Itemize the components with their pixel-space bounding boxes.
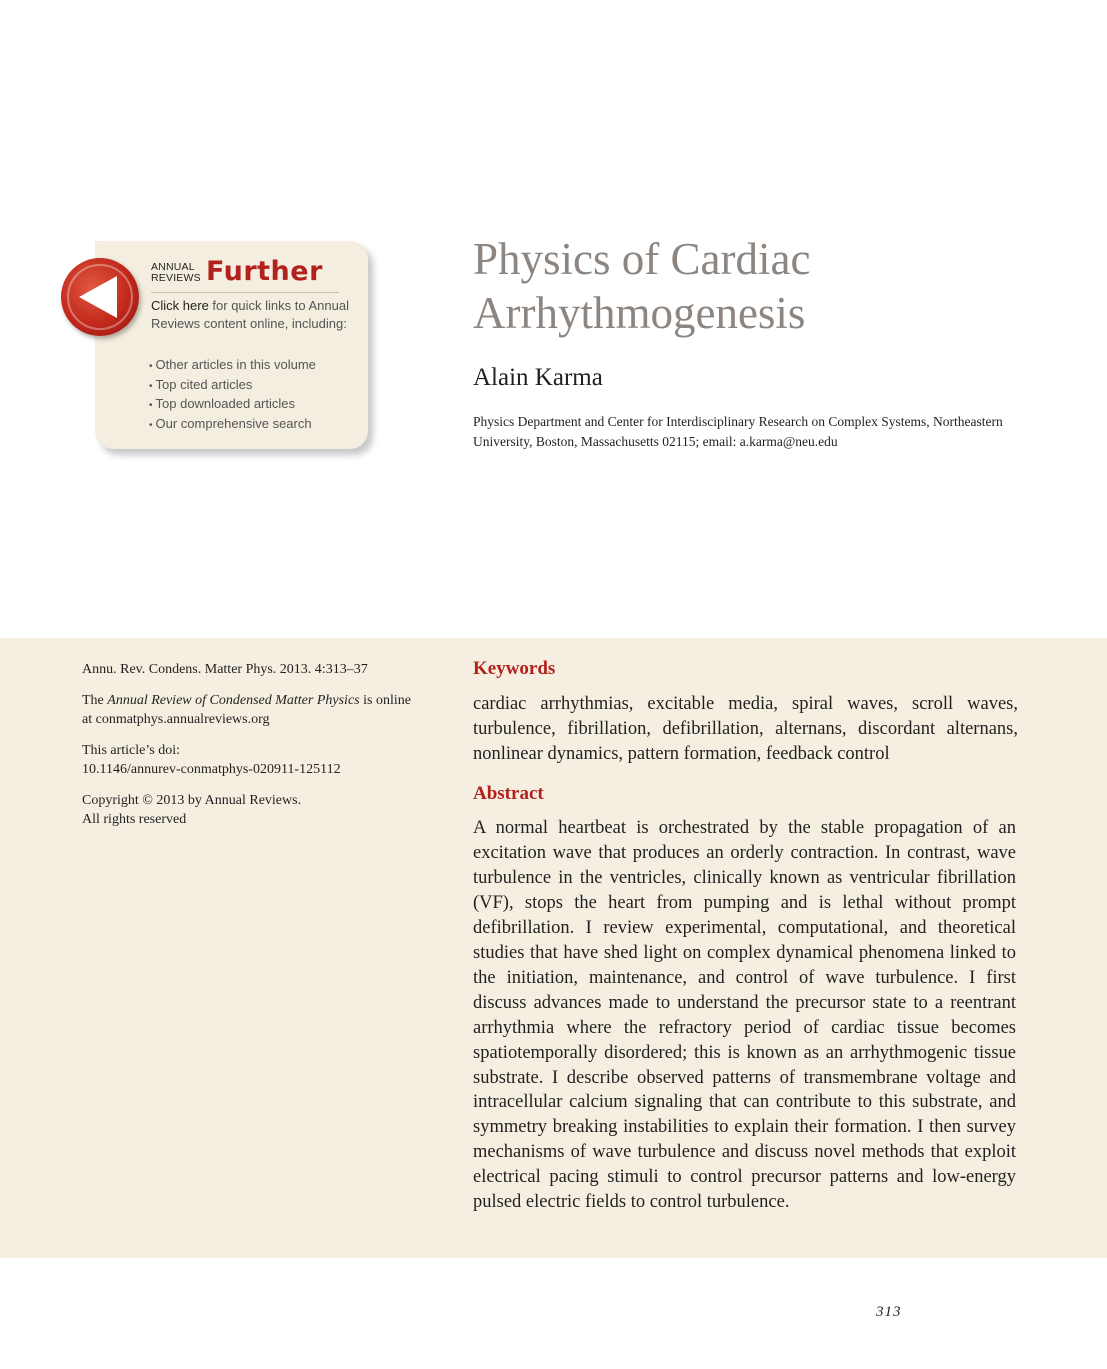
doi-label: This article’s doi: (82, 742, 180, 758)
journal-name: Annual Review of Condensed Matter Physics (107, 692, 360, 708)
doi-block (82, 741, 412, 780)
annual-reviews-logo (151, 262, 201, 284)
page-number: 313 (876, 1304, 902, 1320)
author-affiliation: Physics Department and Center for Interdisciplinary Research on Complex Systems, Northeastern University, Boston, Massachusetts 02115; email: a.karma@neu.edu (473, 414, 1003, 449)
further-link-top-cited[interactable]: • Top cited articles (149, 376, 316, 396)
copyright-block (82, 791, 412, 830)
abstract-heading: Abstract (473, 783, 544, 804)
further-wordmark: Further (206, 256, 323, 287)
online-suffix: is online at conmatphys.annualreviews.org (82, 692, 411, 727)
further-description (151, 297, 351, 332)
brand-line-reviews: REVIEWS (151, 272, 201, 284)
online-notice (82, 691, 412, 730)
further-link-search[interactable]: • Our comprehensive search (149, 415, 316, 435)
rights: All rights reserved (82, 812, 187, 827)
online-prefix: The (82, 692, 108, 708)
abstract-text: A normal heartbeat is orchestrated by the stable propagation of an excitation wave that produces an orderly contraction. In contrast, wave turbulence in the ventricles, clinically known as ventricular fibrillation (VF), stops the heart from pumping and is lethal without prompt defibrillation. I review experimental, computational, and theoretical studies that have shed light on complex dynamical phenomena linked to the initiation, maintenance, and control of wave turbulence. I first discuss advances made to understand the precursor state to a reentrant arrhythmia where the refractory period of cardiac tissue becomes spatiotemporally disordered; this is known as an arrhythmogenic tissue substrate. I describe observed patterns of transmembrane voltage and intracellular calcium signaling that can contribute to this substrate, and symmetry breaking instabilities to explain their formation. I then survey mechanisms of wave turbulence and discuss novel methods that exploit electrical pacing stimuli to control precursor patterns and low-energy pulsed electric fields to control turbulence. (473, 818, 1016, 1213)
further-link-other-articles[interactable]: • Other articles in this volume (149, 356, 316, 376)
further-description-text: for quick links to Annual Reviews content online, including: (151, 298, 349, 331)
article-meta (82, 660, 412, 841)
click-here-link[interactable]: Click here (151, 298, 209, 313)
brand-line-annual: ANNUAL (151, 261, 195, 273)
further-link-top-downloaded[interactable]: • Top downloaded articles (149, 395, 316, 415)
article-author: Alain Karma (473, 364, 603, 391)
further-divider (151, 292, 339, 293)
citation: Annu. Rev. Condens. Matter Phys. 2013. 4:313–37 (82, 662, 368, 677)
doi-value[interactable]: 10.1146/annurev-conmatphys-020911-125112 (82, 762, 341, 777)
copyright: Copyright © 2013 by Annual Reviews. (82, 792, 302, 808)
article-title: Physics of Cardiac Arrhythmogenesis (473, 234, 811, 338)
left-arrow-icon[interactable] (61, 258, 139, 336)
keywords-text: cardiac arrhythmias, excitable media, spiral waves, scroll waves, turbulence, fibrillation, defibrillation, alternans, discordant alternans, nonlinear dynamics, pattern formation, feedback control (473, 694, 1018, 764)
further-links (149, 356, 316, 434)
keywords-heading: Keywords (473, 658, 556, 679)
